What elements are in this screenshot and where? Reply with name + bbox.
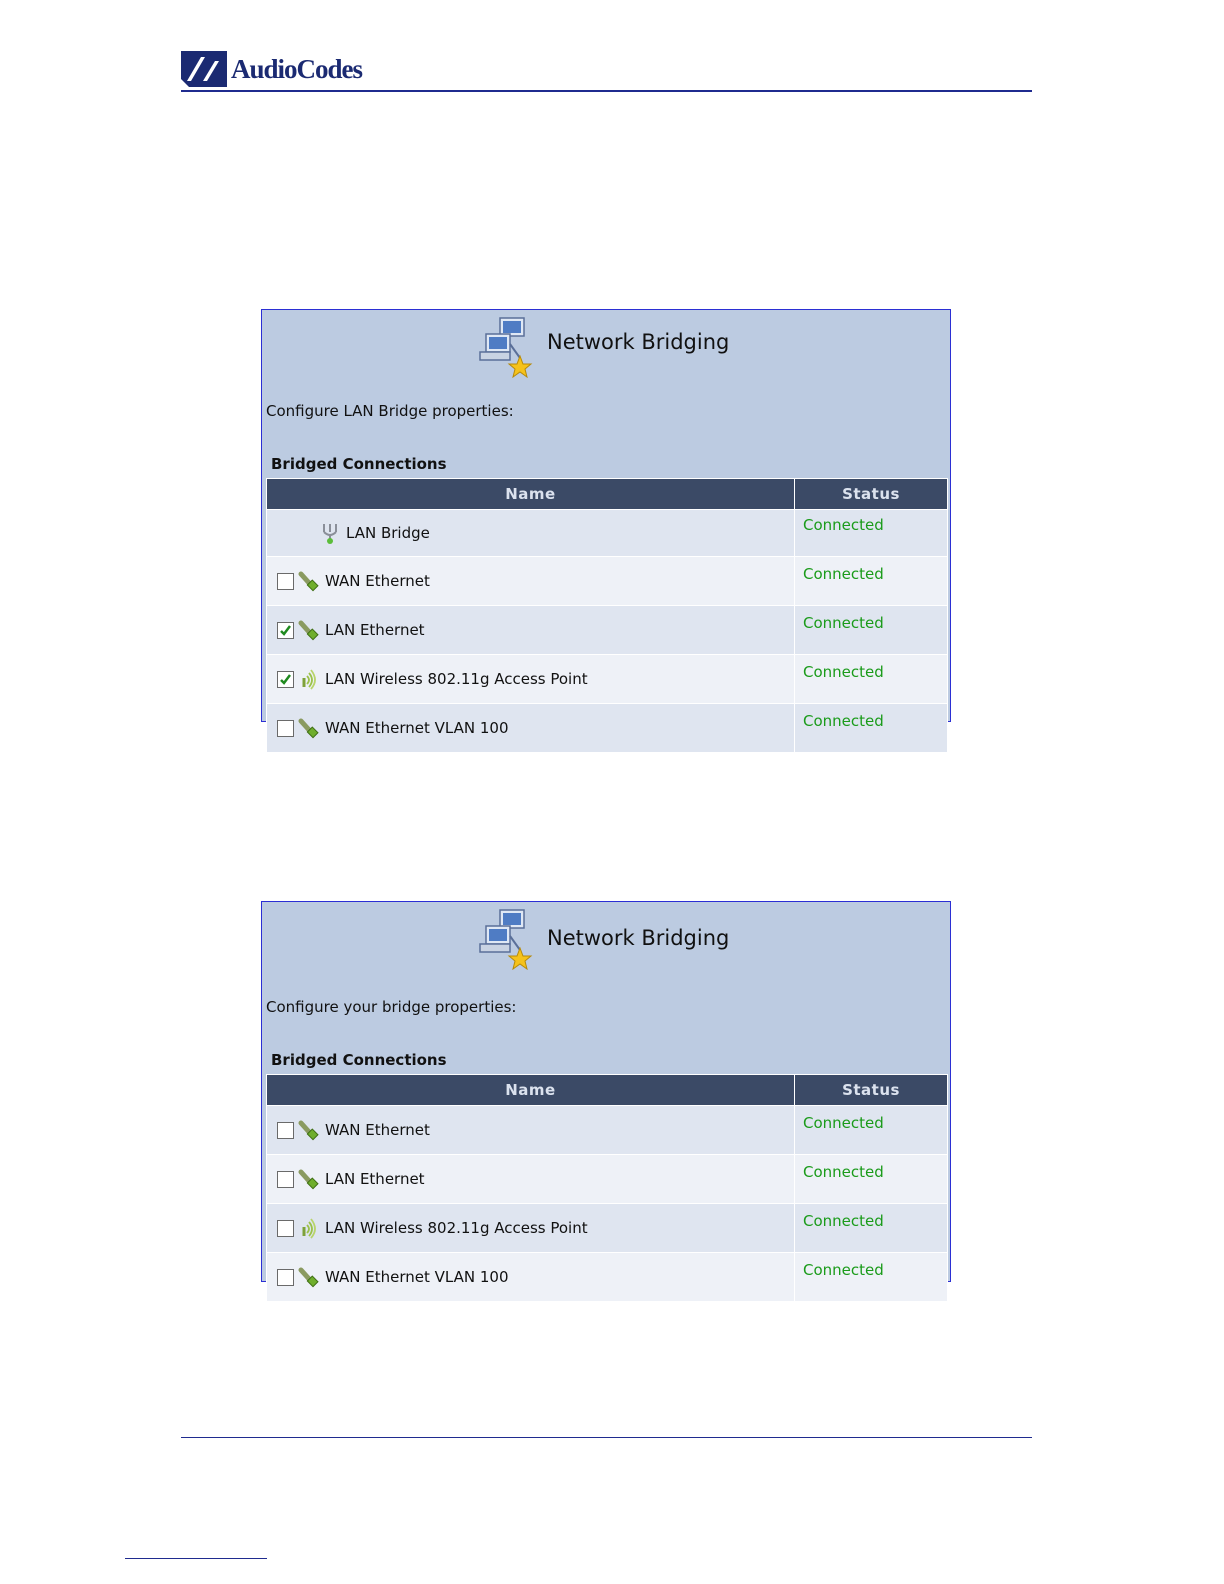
name-cell xyxy=(267,1106,794,1154)
name-cell xyxy=(267,510,794,556)
column-header-status: Status xyxy=(795,1075,947,1105)
connection-name: WAN Ethernet xyxy=(325,572,430,590)
bridge-checkbox[interactable] xyxy=(277,573,294,590)
checkmark-icon xyxy=(278,672,293,687)
network-bridging-panel-1 xyxy=(261,309,951,737)
checkmark-icon xyxy=(278,623,293,638)
bridge-checkbox[interactable] xyxy=(277,1220,294,1237)
bridge-checkbox[interactable] xyxy=(277,622,294,639)
ethernet-cable-icon xyxy=(298,1119,320,1141)
connection-name: LAN Wireless 802.11g Access Point xyxy=(325,1219,588,1237)
audiocodes-logo-icon xyxy=(181,51,227,87)
name-cell xyxy=(267,1204,794,1252)
connection-status: Connected xyxy=(795,704,947,752)
panel-subtitle: Configure your bridge properties: xyxy=(266,998,517,1016)
connection-name: LAN Ethernet xyxy=(325,1170,425,1188)
bridge-checkbox[interactable] xyxy=(277,1269,294,1286)
wireless-icon xyxy=(298,1217,320,1239)
connection-status: Connected xyxy=(795,1155,947,1203)
ethernet-cable-icon xyxy=(298,619,320,641)
table-row xyxy=(267,1155,947,1203)
bridge-icon xyxy=(319,522,341,544)
footnote-divider xyxy=(125,1558,267,1559)
column-header-name: Name xyxy=(267,479,794,509)
wireless-icon xyxy=(298,668,320,690)
name-cell xyxy=(267,704,794,752)
connection-status: Connected xyxy=(795,655,947,703)
table-row xyxy=(267,1106,947,1154)
network-bridging-panel-2 xyxy=(261,901,951,1286)
table-header-row xyxy=(267,479,947,509)
panel-header xyxy=(262,310,950,388)
ethernet-cable-icon xyxy=(298,1168,320,1190)
connection-status: Connected xyxy=(795,1204,947,1252)
brand-name: AudioCodes xyxy=(231,53,363,84)
ethernet-cable-icon xyxy=(298,717,320,739)
audiocodes-logo xyxy=(181,50,362,88)
table-row xyxy=(267,606,947,654)
column-header-status: Status xyxy=(795,479,947,509)
connection-name: WAN Ethernet xyxy=(325,1121,430,1139)
ethernet-cable-icon xyxy=(298,570,320,592)
connection-name: LAN Bridge xyxy=(346,524,430,542)
connection-status: Connected xyxy=(795,557,947,605)
network-bridging-icon xyxy=(476,314,536,378)
bridge-checkbox[interactable] xyxy=(277,720,294,737)
name-cell xyxy=(267,655,794,703)
table-header-row xyxy=(267,1075,947,1105)
bridged-connections-table xyxy=(266,1074,948,1302)
connection-status: Connected xyxy=(795,606,947,654)
panel-title: Network Bridging xyxy=(547,926,730,950)
panel-title: Network Bridging xyxy=(547,330,730,354)
footer-divider xyxy=(181,1437,1032,1438)
table-row xyxy=(267,1204,947,1252)
connection-name: WAN Ethernet VLAN 100 xyxy=(325,1268,509,1286)
table-row xyxy=(267,704,947,752)
section-title: Bridged Connections xyxy=(271,1051,447,1069)
header-divider xyxy=(181,90,1032,92)
connection-name: WAN Ethernet VLAN 100 xyxy=(325,719,509,737)
section-title: Bridged Connections xyxy=(271,455,447,473)
panel-header xyxy=(262,902,950,980)
panel-subtitle: Configure LAN Bridge properties: xyxy=(266,402,514,420)
network-bridging-icon xyxy=(476,906,536,970)
table-row xyxy=(267,655,947,703)
bridge-checkbox[interactable] xyxy=(277,1171,294,1188)
connection-status: Connected xyxy=(795,1253,947,1301)
connection-name: LAN Ethernet xyxy=(325,621,425,639)
name-cell xyxy=(267,557,794,605)
bridged-connections-table xyxy=(266,478,948,753)
name-cell xyxy=(267,1155,794,1203)
connection-status: Connected xyxy=(795,510,947,556)
table-row xyxy=(267,557,947,605)
ethernet-cable-icon xyxy=(298,1266,320,1288)
connection-status: Connected xyxy=(795,1106,947,1154)
name-cell xyxy=(267,1253,794,1301)
connection-name: LAN Wireless 802.11g Access Point xyxy=(325,670,588,688)
column-header-name: Name xyxy=(267,1075,794,1105)
name-cell xyxy=(267,606,794,654)
table-row xyxy=(267,1253,947,1301)
bridge-checkbox[interactable] xyxy=(277,1122,294,1139)
table-row xyxy=(267,510,947,556)
bridge-checkbox[interactable] xyxy=(277,671,294,688)
